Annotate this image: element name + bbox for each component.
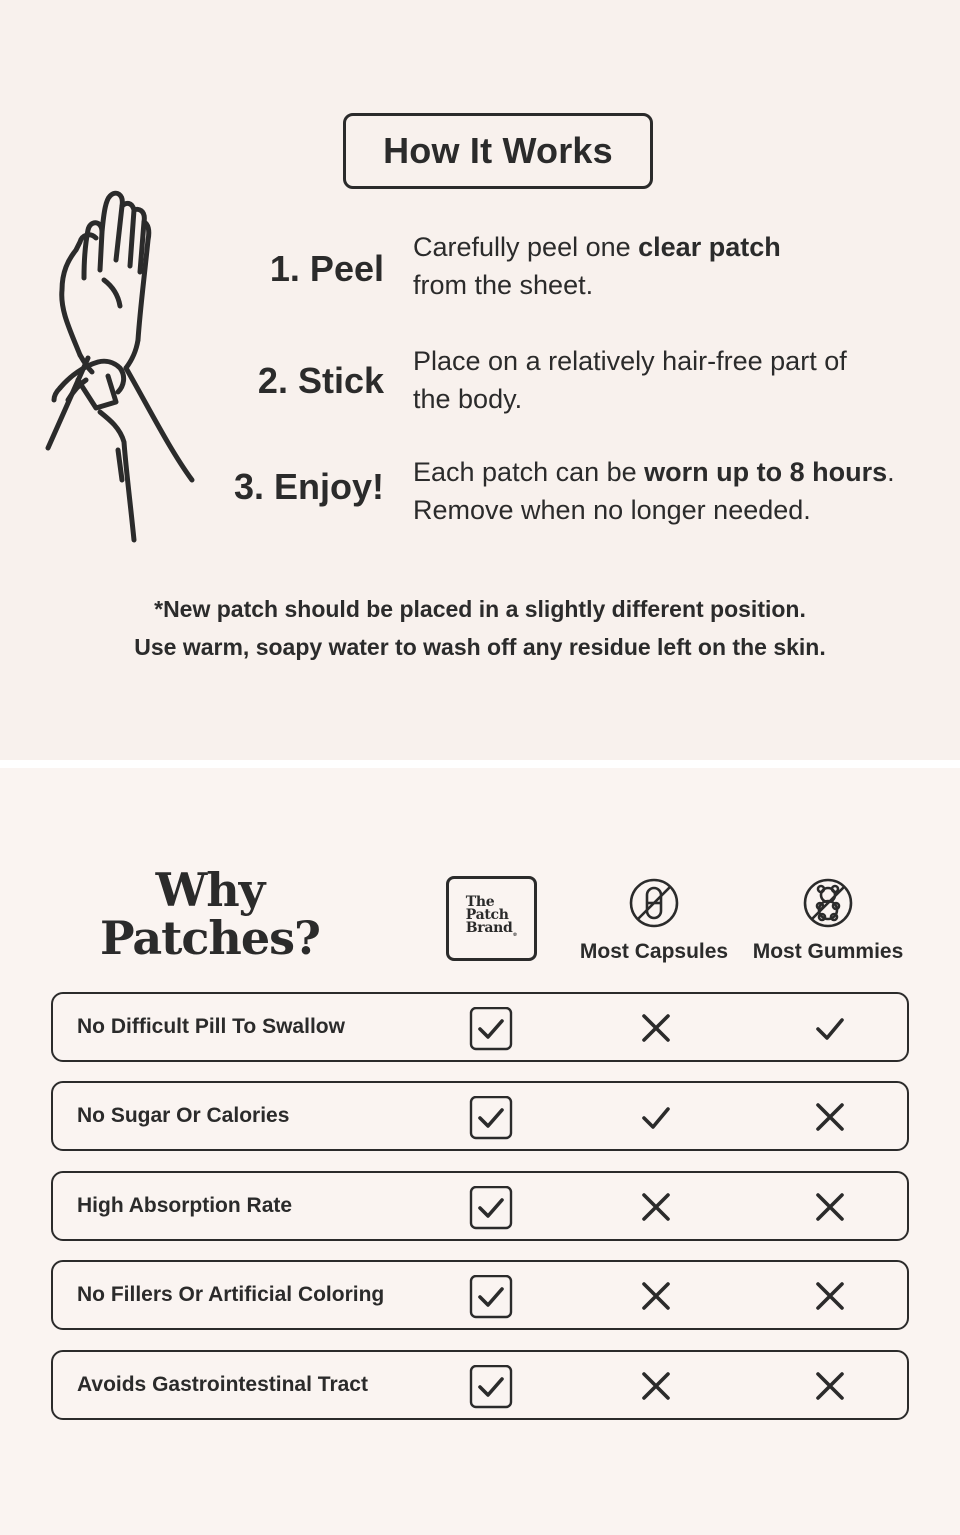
capsules-check-icon [634, 1096, 678, 1145]
patch-boxed-check-icon [469, 1007, 513, 1056]
capsules-cross-icon [634, 1186, 678, 1235]
step-2-label: 2. Stick [257, 360, 384, 401]
how-it-works-title: How It Works [343, 113, 653, 189]
gummies-cross-icon [808, 1365, 852, 1414]
comparison-row [51, 992, 909, 1062]
comparison-row [51, 1081, 909, 1151]
the-patch-brand-logo: The Patch Brand$_®$ [446, 876, 537, 961]
comparison-row [51, 1350, 909, 1420]
capsules-cross-icon [634, 1007, 678, 1056]
comparison-row-label: No Fillers Or Artificial Coloring [77, 1283, 385, 1306]
gummies-cross-icon [808, 1186, 852, 1235]
step-3-text: Each patch can be worn up to 8 hours. Remove when no longer needed. [413, 457, 895, 525]
comparison-row [51, 1171, 909, 1241]
no-capsule-icon [628, 877, 680, 929]
patch-boxed-check-icon [469, 1096, 513, 1145]
capsules-cross-icon [634, 1365, 678, 1414]
patch-boxed-check-icon [469, 1186, 513, 1235]
patch-boxed-check-icon [469, 1365, 513, 1414]
step-1-label: 1. Peel [269, 248, 384, 289]
step-2-text: Place on a relatively hair-free part of the body. [413, 346, 847, 414]
gummies-cross-icon [808, 1275, 852, 1324]
comparison-row-label: Avoids Gastrointestinal Tract [77, 1373, 368, 1396]
patch-boxed-check-icon [469, 1275, 513, 1324]
col-label-gummies: Most Gummies [752, 940, 904, 963]
capsules-cross-icon [634, 1275, 678, 1324]
comparison-row-label: No Difficult Pill To Swallow [77, 1015, 345, 1038]
gummies-check-icon [808, 1007, 852, 1056]
step-3-label: 3. Enjoy! [233, 466, 384, 507]
col-label-capsules: Most Capsules [579, 940, 729, 963]
usage-note: *New patch should be placed in a slightly different position. Use warm, soapy water to wash off any residue left on the skin. [134, 596, 826, 660]
gummies-cross-icon [808, 1096, 852, 1145]
why-patches-title: Why Patches? [100, 863, 320, 965]
step-1-text: Carefully peel one clear patch from the sheet. [413, 232, 781, 300]
comparison-row-label: High Absorption Rate [77, 1194, 293, 1217]
comparison-row-label: No Sugar Or Calories [77, 1104, 290, 1127]
comparison-row [51, 1260, 909, 1330]
no-gummy-bear-icon [802, 877, 854, 929]
